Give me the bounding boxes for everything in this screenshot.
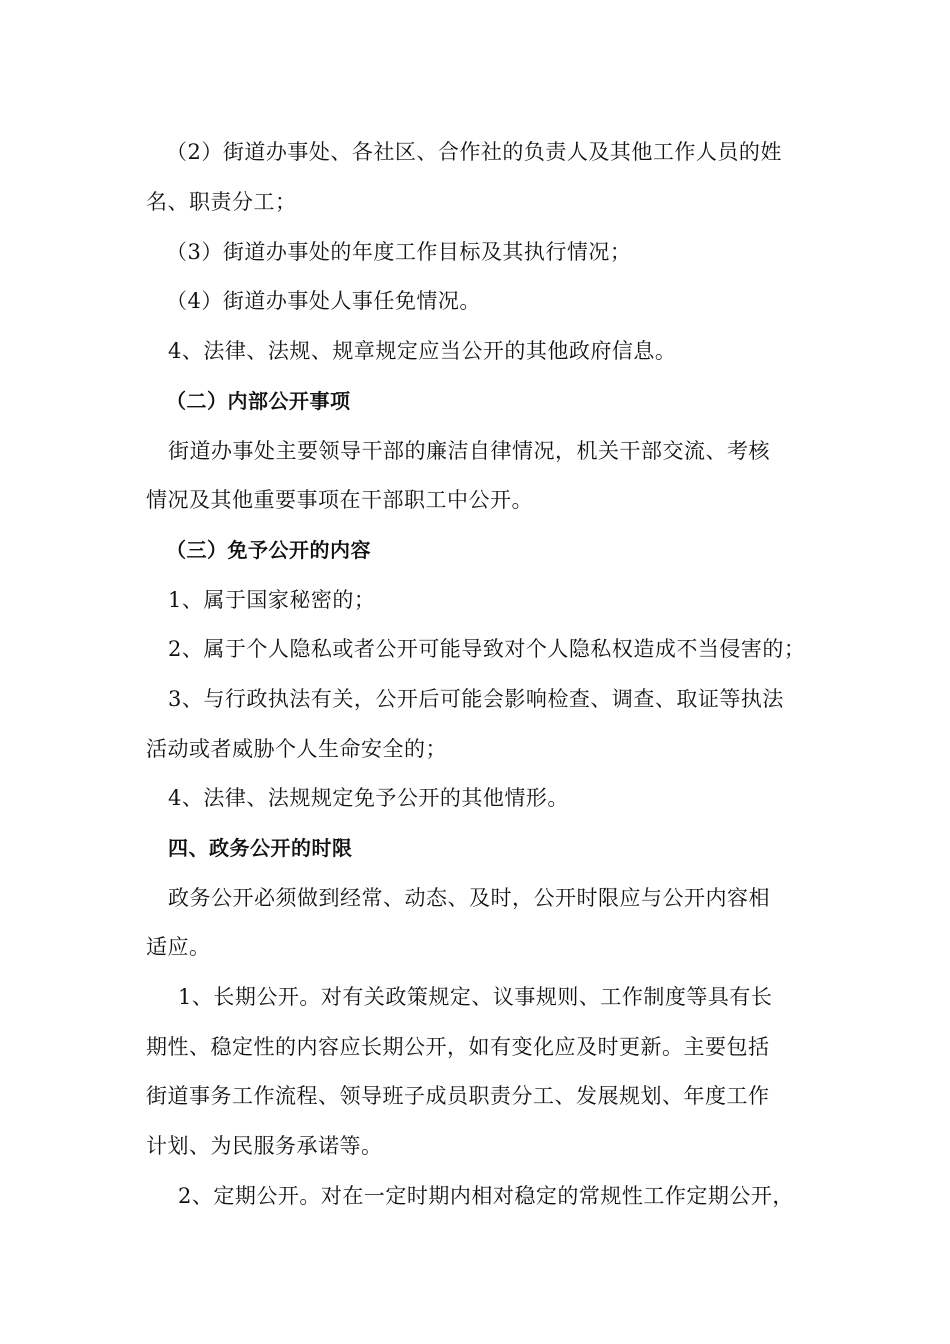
- text-line-4: （4）街道办事处人事任免情况。: [166, 289, 481, 313]
- section-heading-time-limit: 四、政务公开的时限: [168, 836, 353, 860]
- text-line-22: 2、定期公开。对在一定时期内相对稳定的常规性工作定期公开，: [178, 1184, 794, 1208]
- text-line-11: 2、属于个人隐私或者公开可能导致对个人隐私权造成不当侵害的；: [168, 637, 806, 661]
- text-line-5: 4、法律、法规、规章规定应当公开的其他政府信息。: [168, 339, 677, 363]
- text-line-1: （2）街道办事处、各社区、合作社的负责人及其他工作人员的姓: [166, 140, 782, 164]
- text-line-21: 计划、为民服务承诺等。: [146, 1134, 383, 1158]
- text-line-8: 情况及其他重要事项在干部职工中公开。: [146, 488, 533, 512]
- text-line-14: 4、法律、法规规定免予公开的其他情形。: [168, 786, 569, 810]
- text-line-18: 1、长期公开。对有关政策规定、议事规则、工作制度等具有长: [178, 985, 773, 1009]
- text-line-13: 活动或者威胁个人生命安全的；: [146, 737, 447, 761]
- text-line-12: 3、与行政执法有关，公开后可能会影响检查、调查、取证等执法: [168, 687, 784, 711]
- text-line-16: 政务公开必须做到经常、动态、及时，公开时限应与公开内容相: [168, 886, 770, 910]
- text-line-19: 期性、稳定性的内容应长期公开，如有变化应及时更新。主要包括: [146, 1035, 770, 1059]
- text-line-10: 1、属于国家秘密的；: [168, 588, 376, 612]
- text-line-7: 街道办事处主要领导干部的廉洁自律情况，机关干部交流、考核: [168, 439, 770, 463]
- text-line-17: 适应。: [146, 935, 211, 959]
- section-heading-exempt: （三）免予公开的内容: [166, 538, 371, 562]
- text-line-3: （3）街道办事处的年度工作目标及其执行情况；: [166, 240, 632, 264]
- section-heading-internal: （二）内部公开事项: [166, 389, 351, 413]
- text-line-20: 街道事务工作流程、领导班子成员职责分工、发展规划、年度工作: [146, 1084, 770, 1108]
- text-line-2: 名、职责分工；: [146, 190, 297, 214]
